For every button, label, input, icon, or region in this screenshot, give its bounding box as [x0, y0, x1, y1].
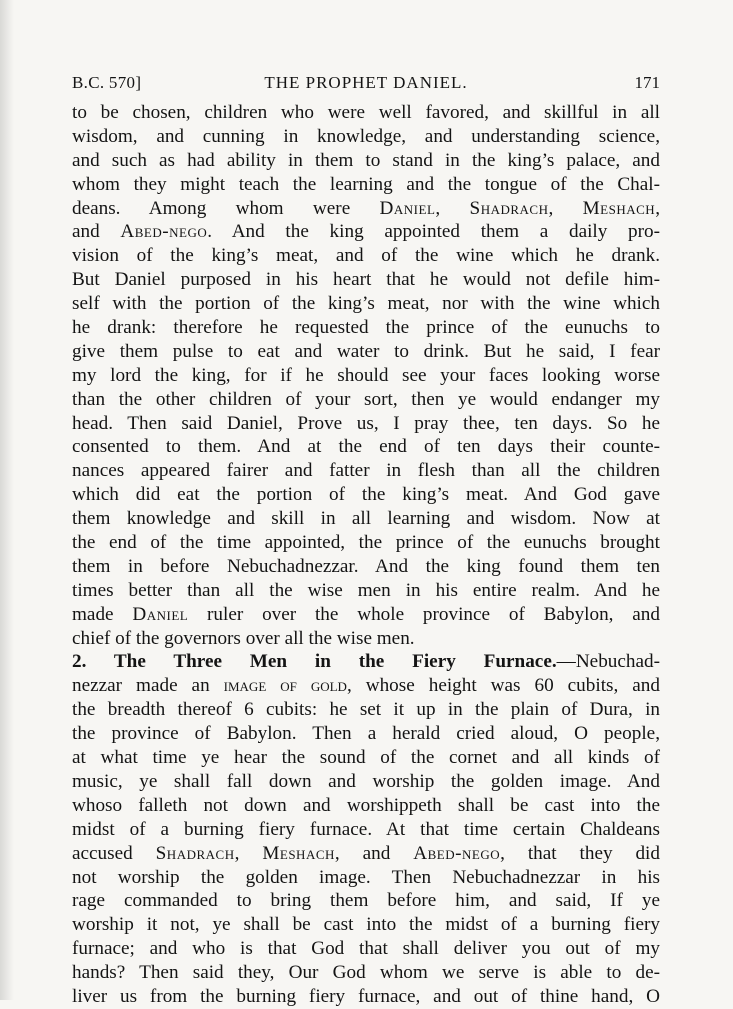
text-segment: Meshach: [262, 842, 335, 864]
text-line: [72, 220, 660, 244]
text-segment: Daniel: [132, 603, 189, 625]
text-segment: music, ye shall fall down and worship the golden image. And: [72, 770, 660, 792]
running-header: [72, 71, 660, 95]
text-segment: he drank: therefore he requested the prince of the eunuchs to: [72, 317, 660, 339]
text-line: [72, 674, 660, 698]
text-segment: —Nebuchad-: [556, 651, 660, 673]
text-line: [72, 292, 660, 316]
text-segment: ,: [548, 197, 583, 219]
text-line: [72, 483, 660, 507]
text-segment: accused: [72, 842, 156, 864]
text-line: [72, 818, 660, 842]
text-line: [72, 985, 660, 1009]
text-line: [72, 913, 660, 937]
text-segment: to be chosen, children who were well favored, and skillful in all: [72, 102, 660, 123]
text-line: [72, 603, 660, 627]
text-segment: whom they might teach the learning and the tongue of the Chal-: [72, 173, 660, 195]
text-segment: ,: [655, 197, 660, 219]
text-line: [72, 101, 660, 125]
text-line: [72, 244, 660, 268]
text-line: [72, 149, 660, 173]
text-line: [72, 770, 660, 794]
text-segment: Abed-nego: [120, 221, 208, 243]
text-segment: the province of Babylon. Then a herald cried aloud, O people,: [72, 723, 660, 745]
text-segment: Daniel: [379, 197, 436, 219]
text-segment: deans. Among whom were: [72, 197, 380, 219]
text-line: [72, 866, 660, 890]
text-segment: But Daniel purposed in his heart that he would not defile him-: [72, 269, 660, 291]
page-edge-shadow: [0, 0, 14, 1000]
text-segment: which did eat the portion of the king’s meat. And God gave: [72, 484, 660, 506]
text-segment: them in before Nebuchadnezzar. And the king found them ten: [72, 555, 660, 577]
text-segment: ruler over the whole province of Babylon, and: [188, 603, 660, 625]
text-segment: at what time ye hear the sound of the cornet and all kinds of: [72, 747, 660, 769]
text-segment: liver us from the burning fiery furnace, and out of thine hand, O: [72, 985, 660, 1007]
text-line: [72, 173, 660, 197]
text-segment: the end of the time appointed, the prince of the eunuchs brought: [72, 532, 660, 554]
text-segment: times better than all the wise men in his entire realm. And he: [72, 579, 660, 601]
text-line: [72, 316, 660, 340]
text-segment: ,: [234, 842, 263, 864]
text-segment: vision of the king’s meat, and of the wine which he drank.: [72, 245, 660, 267]
text-segment: whoso falleth not down and worshippeth shall be cast into the: [72, 794, 660, 816]
text-line: [72, 268, 660, 292]
text-line: [72, 794, 660, 818]
text-line: [72, 459, 660, 483]
text-segment: furnace; and who is that God that shall deliver you out of my: [72, 938, 660, 960]
text-segment: them knowledge and skill in all learning and wisdom. Now at: [72, 508, 660, 530]
text-segment: than the other children of your sort, then ye would endanger my: [72, 388, 660, 410]
text-segment: self with the portion of the king’s meat, nor with the wine which: [72, 293, 660, 315]
text-line: [72, 842, 660, 866]
text-line: [72, 507, 660, 531]
text-segment: wisdom, and cunning in knowledge, and understanding science,: [72, 125, 660, 147]
text-segment: my lord the king, for if he should see your faces looking worse: [72, 364, 660, 386]
text-segment: give them pulse to eat and water to drink. But he said, I fear: [72, 340, 660, 362]
text-segment: hands? Then said they, Our God whom we serve is able to de-: [72, 962, 660, 984]
text-line: [72, 579, 660, 603]
text-line: [72, 435, 660, 459]
page-number: 171: [634, 73, 660, 92]
text-segment: not worship the golden image. Then Nebuchadnezzar in his: [72, 866, 660, 888]
text-segment: . And the king appointed them a daily pro-: [207, 221, 660, 243]
text-segment: and such as had ability in them to stand in the king’s palace, and: [72, 149, 660, 171]
text-line: [72, 627, 660, 651]
text-segment: and: [72, 221, 121, 243]
text-line: [72, 340, 660, 364]
text-segment: Shadrach: [469, 197, 549, 219]
text-segment: rage commanded to bring them before him, and said, If ye: [72, 890, 660, 912]
text-segment: , and: [334, 842, 414, 864]
text-line: [72, 961, 660, 985]
text-segment: the breadth thereof 6 cubits: he set it up in the plain of Dura, in: [72, 699, 660, 721]
header-title: THE PROPHET DANIEL.: [264, 73, 468, 92]
text-segment: midst of a burning fiery furnace. At that time certain Chaldeans: [72, 818, 660, 840]
text-line: [72, 412, 660, 436]
text-line: [72, 937, 660, 961]
text-line: [72, 746, 660, 770]
text-segment: Shadrach: [155, 842, 235, 864]
body-text: [72, 101, 660, 1009]
text-line: [72, 555, 660, 579]
text-segment: image of gold: [223, 675, 347, 697]
text-segment: 2. The Three Men in the Fiery Furnace.: [72, 651, 557, 673]
text-segment: nezzar made an: [72, 675, 224, 697]
text-line: [72, 889, 660, 913]
text-segment: head. Then said Daniel, Prove us, I pray thee, ten days. So he: [72, 412, 660, 434]
text-line: [72, 364, 660, 388]
text-segment: ,: [435, 197, 470, 219]
text-line: [72, 125, 660, 149]
text-segment: nances appeared fairer and fatter in flesh than all the children: [72, 460, 660, 482]
text-segment: Abed-nego: [413, 842, 501, 864]
text-line: [72, 650, 660, 674]
text-line: [72, 722, 660, 746]
text-segment: worship it not, ye shall be cast into the midst of a burning fiery: [72, 914, 660, 936]
text-segment: Meshach: [582, 197, 656, 219]
text-line: [72, 197, 660, 221]
header-date: B.C. 570]: [72, 73, 142, 92]
text-segment: consented to them. And at the end of ten days their counte-: [72, 436, 660, 458]
text-segment: , whose height was 60 cubits, and: [346, 675, 660, 697]
text-segment: chief of the governors over all the wise men.: [72, 627, 415, 649]
text-segment: , that they did: [500, 842, 660, 864]
text-segment: made: [72, 603, 133, 625]
text-line: [72, 388, 660, 412]
text-line: [72, 531, 660, 555]
text-line: [72, 698, 660, 722]
